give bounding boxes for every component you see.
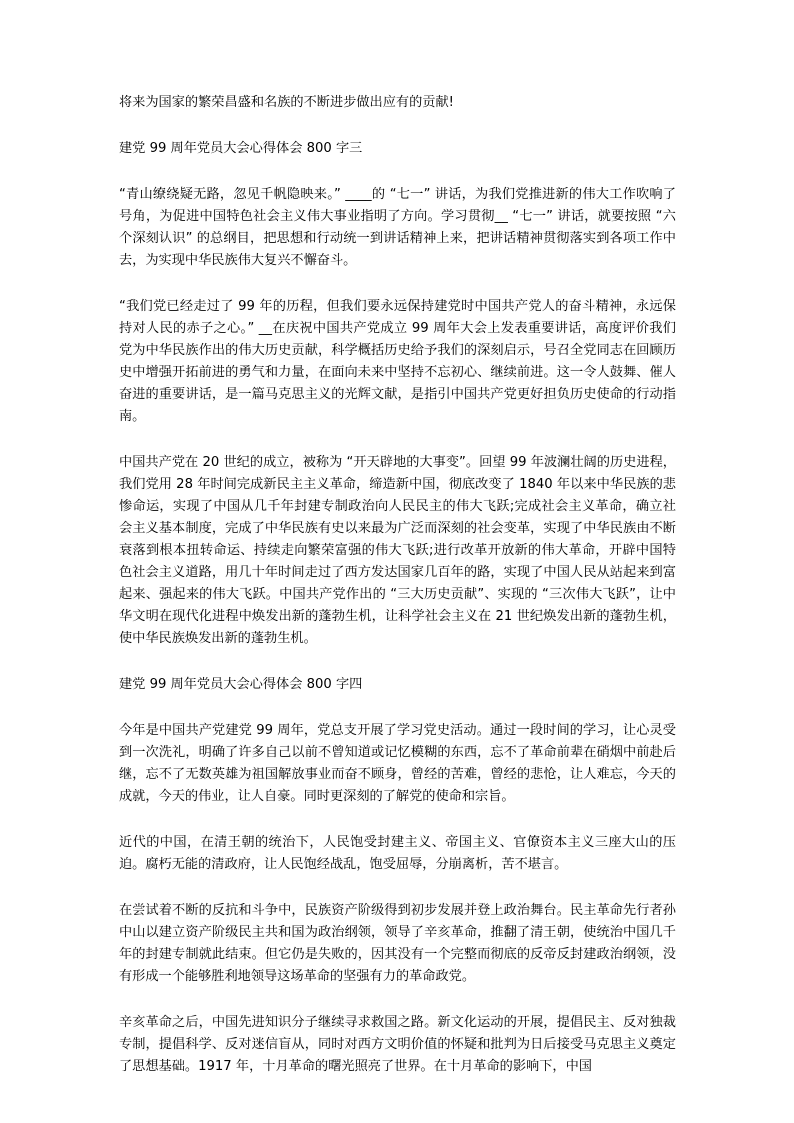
- paragraph-6: 在尝试着不断的反抗和斗争中，民族资产阶级得到初步发展并登上政治舞台。民主革命先行者孙中山以建立资产阶级民主共和国为政治纲领，领导了辛亥革命，推翻了清王朝，使统治中国几千年的封建专制就此结束。但它仍是失败的，因其没有一个完整而彻底的反帝反封建政治纲领，没有形成一个能够胜利地领导这场革命的坚强有力的革命政党。: [119, 903, 676, 984]
- paragraph-7: 辛亥革命之后，中国先进知识分子继续寻求救国之路。新文化运动的开展，提倡民主、反对独裁专制，提倡科学、反对迷信盲从，同时对西方文明价值的怀疑和批判为日后接受马克思主义奠定了思想基础。1917 年，十月革命的曙光照亮了世界。在十月革命的影响下，中国: [119, 1015, 676, 1074]
- paragraph-2: “我们党已经走过了 99 年的历程，但我们要永远保持建党时中国共产党人的奋斗精神，永远保持对人民的赤子之心。” __在庆祝中国共产党成立 99 周年大会上发表重要讲话，高度评价我们党为中华民族作出的伟大历史贡献，科学概括历史给予我们的深刻启示，号召全党同志在回顾历史中增强开拓前进的勇气和力量，在面向未来中坚持不忘初心、继续前进。这一令人鼓舞、催人奋进的重要讲话，是一篇马克思主义的光辉文献，是指引中国共产党更好担负历史使命的行动指南。: [119, 299, 676, 424]
- paragraph-5: 近代的中国，在清王朝的统治下，人民饱受封建主义、帝国主义、官僚资本主义三座大山的压迫。腐朽无能的清政府，让人民饱经战乱，饱受屈辱，分崩离析，苦不堪言。: [119, 835, 676, 872]
- paragraph-3: 中国共产党在 20 世纪的成立，被称为 “开天辟地的大事变”。回望 99 年波澜壮阔的历史进程，我们党用 28 年时间完成新民主主义革命，缔造新中国，彻底改变了 1840 年以来中华民族的悲惨命运，实现了中国从几千年封建专制政治向人民民主的伟大飞跃;完成社会主义革命，确立社会主义基本制度，完成了中华民族有史以来最为广泛而深刻的社会变革，实现了中华民族由不断衰落到根本扭转命运、持续走向繁荣富强的伟大飞跃;进行改革开放新的伟大革命，开辟中国特色社会主义道路，用几十年时间走过了西方发达国家几百年的路，实现了中国人民从站起来到富起来、强起来的伟大飞跃。中国共产党作出的 “三大历史贡献”、实现的 “三次伟大飞跃”，让中华文明在现代化进程中焕发出新的蓬勃生机，让科学社会主义在 21 世纪焕发出新的蓬勃生机，使中华民族焕发出新的蓬勃生机。: [119, 455, 676, 646]
- paragraph-4: 今年是中国共产党建党 99 周年，党总支开展了学习党史活动。通过一段时间的学习，让心灵受到一次洗礼，明确了许多自己以前不曾知道或记忆模糊的东西，忘不了革命前辈在硝烟中前赴后继，忘不了无数英雄为祖国解放事业而奋不顾身，曾经的苦难，曾经的悲怆，让人难忘，今天的成就，今天的伟业，让人自豪。同时更深刻的了解党的使命和宗旨。: [119, 723, 676, 804]
- paragraph-1: “青山缭绕疑无路，忽见千帆隐映来。” ____的 “七一” 讲话，为我们党推进新的伟大工作吹响了号角，为促进中国特色社会主义伟大事业指明了方向。学习贯彻__ “七一” 讲话，就要按照 “六个深刻认识” 的总纲目，把思想和行动统一到讲话精神上来，把讲话精神贯彻落实到各项工作中去，为实现中华民族伟大复兴不懈奋斗。: [119, 187, 676, 268]
- section-heading-four: 建党 99 周年党员大会心得体会 800 字四: [119, 677, 363, 692]
- section-heading-three: 建党 99 周年党员大会心得体会 800 字三: [119, 141, 363, 156]
- document-page: [119, 92, 676, 1078]
- paragraph-closing: 将来为国家的繁荣昌盛和名族的不断进步做出应有的贡献!: [119, 95, 454, 110]
